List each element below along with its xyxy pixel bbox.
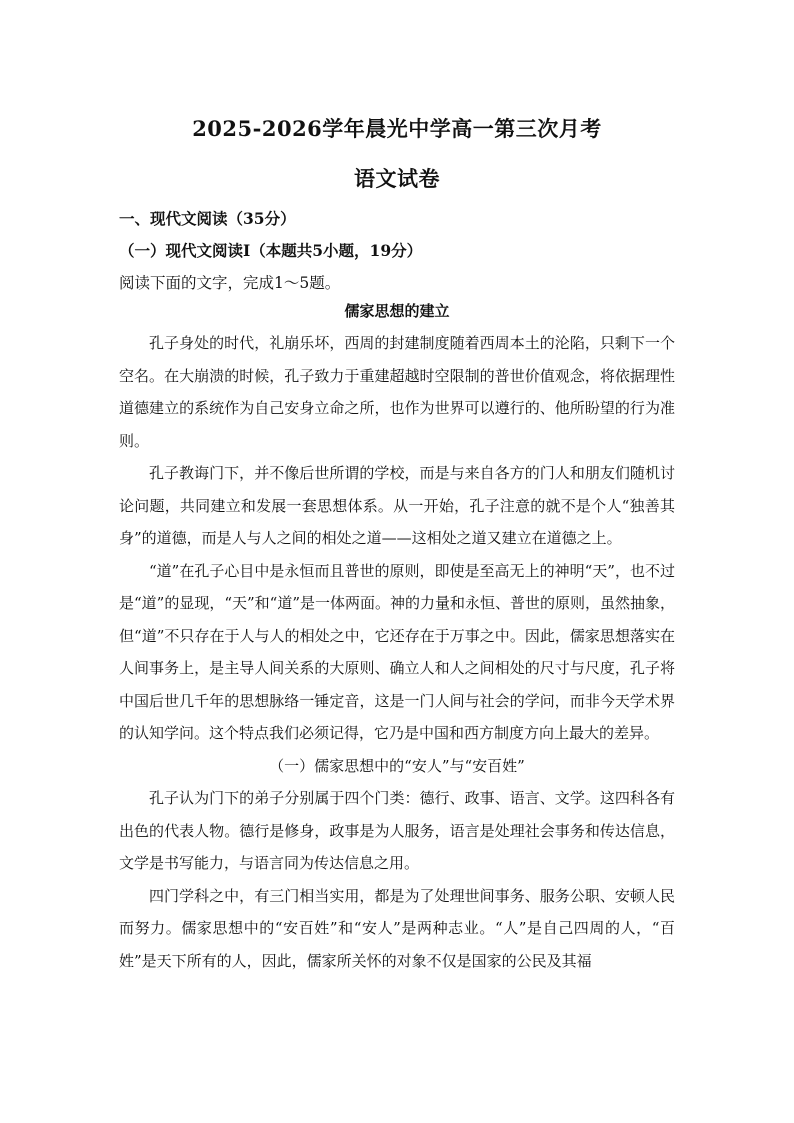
article-paragraph-4: 孔子认为门下的弟子分别属于四个门类：德行、政事、语言、文学。这四科各有出色的代表人物。德行是修身，政事是为人服务，语言是处理社会事务和传达信息，文学是书写能力，与语言同为传达信息之用。 [119, 789, 675, 872]
exam-title: 2025-2026学年晨光中学高一第三次月考 [192, 116, 602, 141]
article-paragraph-2: 孔子教诲门下，并不像后世所谓的学校，而是与来自各方的门人和朋友们随机讨论问题，共同建立和发展一套思想体系。从一开始，孔子注意的就不是个人“独善其身”的道德，而是人与人之间的相处之道——这相处之道又建立在道德之上。 [119, 464, 675, 547]
reading-instruction: 阅读下面的文字，完成1～5题。 [119, 274, 341, 292]
article-paragraph-5: 四门学科之中，有三门相当实用，都是为了处理世间事务、服务公职、安顿人民而努力。儒家思想中的“安百姓”和“安人”是两种志业。“人”是自己四周的人，“百姓”是天下所有的人，因此，儒家所关怀的对象不仅是国家的公民及其福 [119, 886, 675, 970]
section-heading: 一、现代文阅读（35分） [119, 209, 296, 228]
section-subheading: （一）现代文阅读Ⅰ（本题共5小题，19分） [119, 241, 423, 260]
subject-title: 语文试卷 [354, 166, 440, 191]
article-subsection-title: （一）儒家思想中的“安人”与“安百姓” [269, 756, 525, 775]
article-paragraph-3: “道”在孔子心目中是永恒而且普世的原则，即使是至高无上的神明“天”，也不过是“道”的显现，“天”和“道”是一体两面。神的力量和永恒、普世的原则，虽然抽象，但“道”不只存在于人与人的相处之中，它还存在于万事之中。因此，儒家思想落实在人间事务上，是主导人间关系的大原则、确立人和人之间相处的尺寸与尺度，孔子将中国后世几千年的思想脉络一锤定音，这是一门人间与社会的学问，而非今天学术界的认知学问。这个特点我们必须记得，它乃是中国和西方制度方向上最大的差异。 [119, 561, 676, 742]
article-title: 儒家思想的建立 [344, 302, 450, 320]
article-paragraph-1: 孔子身处的时代，礼崩乐坏，西周的封建制度随着西周本土的沦陷，只剩下一个空名。在大崩溃的时候，孔子致力于重建超越时空限制的普世价值观念，将依据理性道德建立的系统作为自己安身立命之所，也作为世界可以遵行的、他所盼望的行为准则。 [119, 334, 675, 450]
article-body [119, 327, 675, 977]
